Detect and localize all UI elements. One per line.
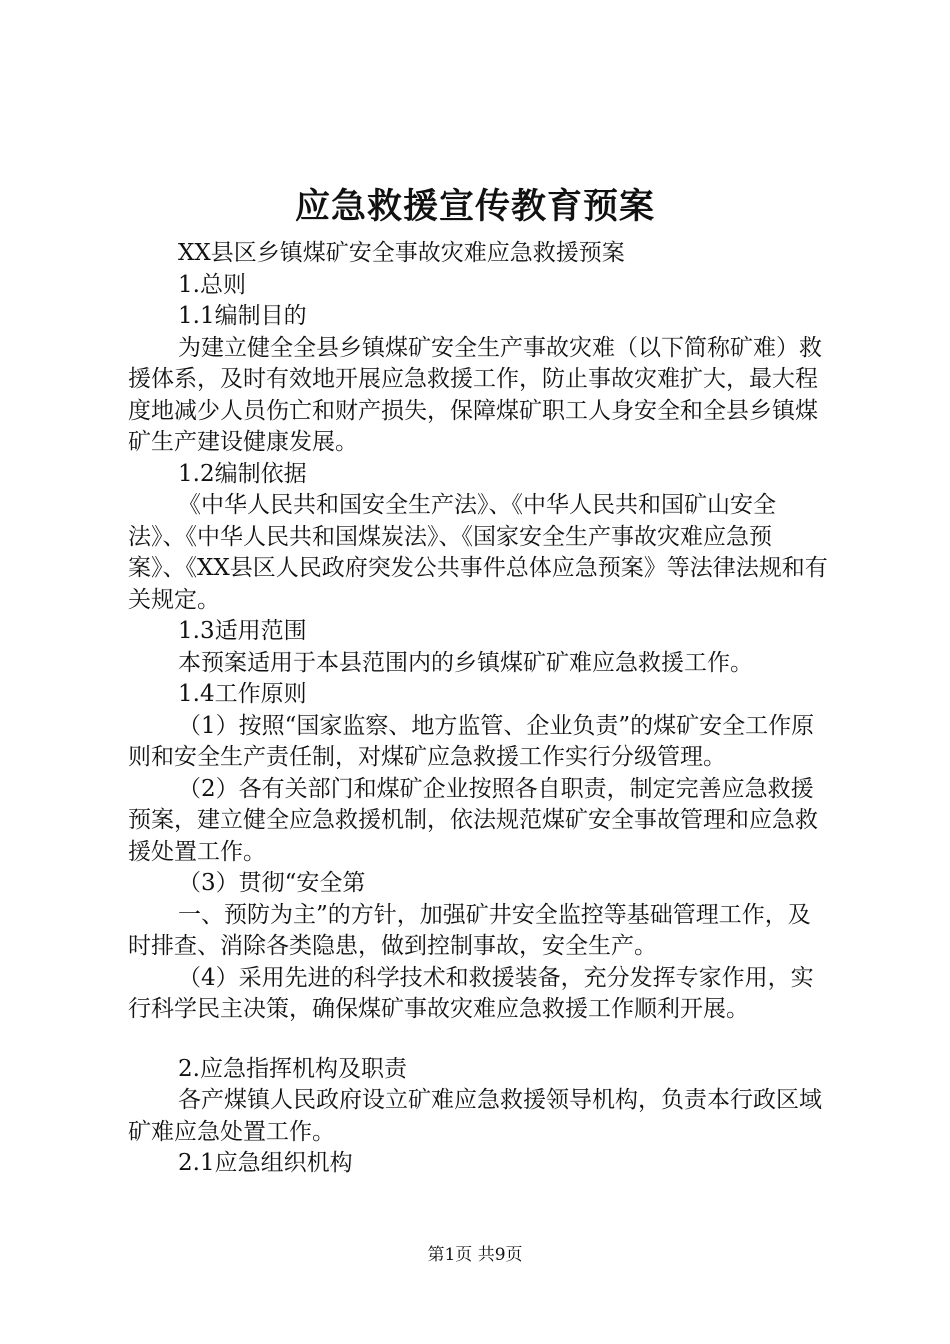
subsection-heading: 1.2编制依据 <box>178 460 307 487</box>
body-paragraph: 各产煤镇人民政府设立矿难应急救援领导机构，负责本行政区域矿难应急处置工作。 <box>128 1087 822 1145</box>
document-body <box>128 238 828 1180</box>
subsection-heading: 1.4工作原则 <box>178 681 307 707</box>
body-paragraph: 本预案适用于本县范围内的乡镇煤矿矿难应急救援工作。 <box>178 649 753 676</box>
subsection-heading: 1.3适用范围 <box>178 618 307 644</box>
paragraph-gap <box>128 1026 828 1054</box>
body-paragraph: （4）采用先进的科学技术和救援装备，充分发挥专家作用，实行科学民主决策，确保煤矿事故灾难应急救援工作顺利开展。 <box>128 964 814 1022</box>
body-paragraph: （3）贯彻“安全第 <box>178 870 366 896</box>
body-paragraph: 《中华人民共和国安全生产法》、《中华人民共和国矿山安全法》、《中华人民共和国煤炭法》、《国家安全生产事故灾难应急预案》、《XX县区人民政府突发公共事件总体应急预案》等法律法规和有关规定。 <box>128 492 828 613</box>
body-paragraph: 一、预防为主”的方针，加强矿井安全监控等基础管理工作，及时排查、消除各类隐患，做到控制事故，安全生产。 <box>128 901 811 959</box>
body-paragraph: （1）按照“国家监察、地方监管、企业负责”的煤矿安全工作原则和安全生产责任制，对煤矿应急救援工作实行分级管理。 <box>128 712 815 770</box>
body-paragraph: 为建立健全全县乡镇煤矿安全生产事故灾难（以下简称矿难）救援体系，及时有效地开展应急救援工作，防止事故灾难扩大，最大程度地减少人员伤亡和财产损失，保障煤矿职工人身安全和全县乡镇煤矿生产建设健康发展。 <box>128 334 822 455</box>
body-paragraph: （2）各有关部门和煤矿企业按照各自职责，制定完善应急救援预案，建立健全应急救援机制，依法规范煤矿安全事故管理和应急救援处置工作。 <box>128 775 818 865</box>
section-heading: 2.应急指挥机构及职责 <box>178 1055 407 1082</box>
document-subtitle: XX县区乡镇煤矿安全事故灾难应急救援预案 <box>178 240 625 266</box>
subsection-heading: 2.1应急组织机构 <box>178 1150 353 1176</box>
page-number: 第1页 共9页 <box>427 1245 523 1265</box>
subsection-heading: 1.1编制目的 <box>178 303 307 329</box>
document-title: 应急救援宣传教育预案 <box>294 186 655 227</box>
section-heading: 1.总则 <box>178 271 246 298</box>
